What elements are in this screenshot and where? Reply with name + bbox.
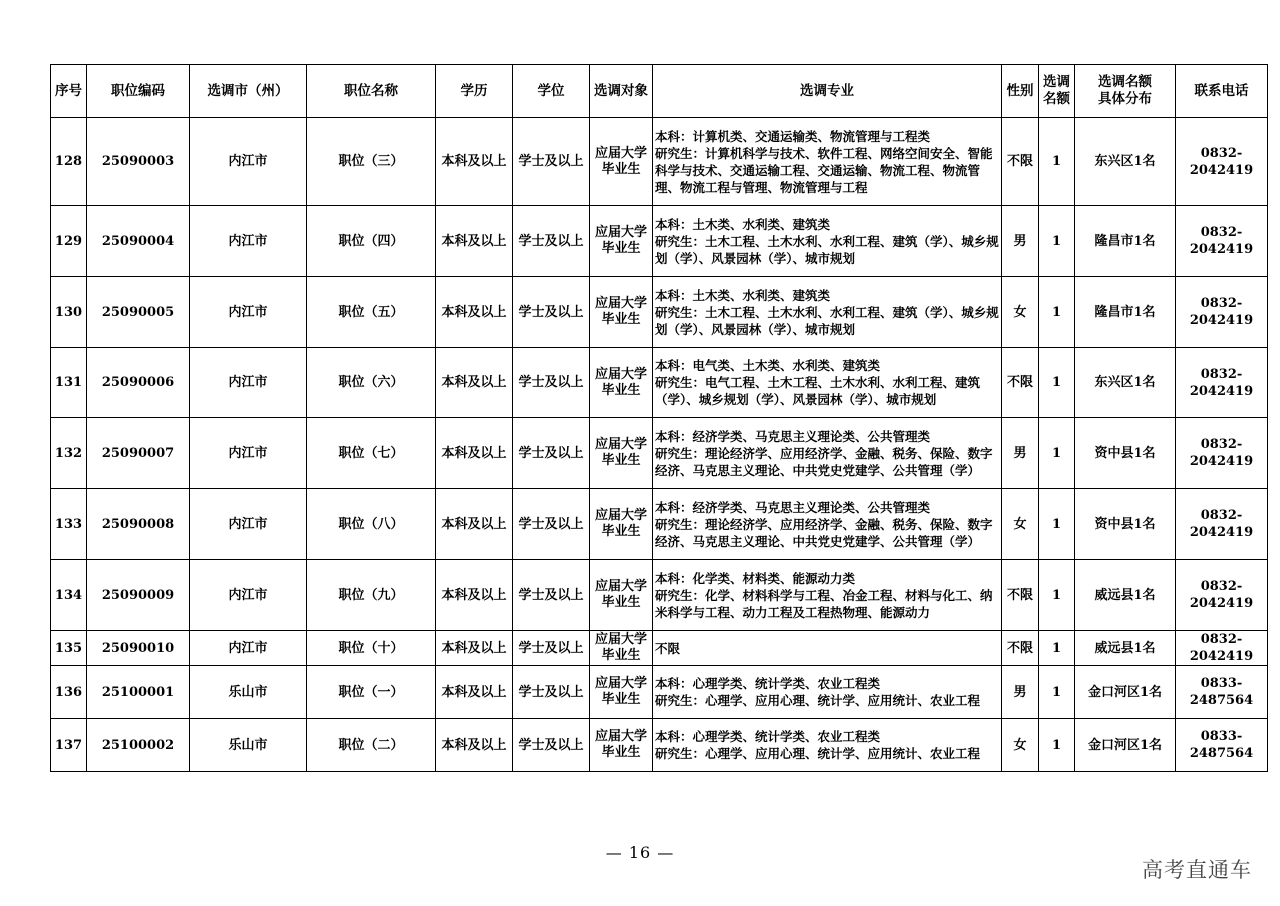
cell-position-code: 25090005 [87,277,190,348]
cell-major [653,206,1002,277]
cell-phone: 0832-2042419 [1176,418,1268,489]
major-line: 本科：化学类、材料类、能源动力类 [655,570,856,586]
cell-city: 内江市 [190,118,307,206]
cell-education: 本科及以上 [436,348,513,418]
cell-gender: 男 [1002,206,1039,277]
cell-gender: 不限 [1002,560,1039,631]
cell-gender: 男 [1002,666,1039,719]
cell-gender: 男 [1002,418,1039,489]
table-row [51,348,1268,418]
cell-distribution: 威远县1名 [1075,560,1176,631]
cell-degree: 学士及以上 [513,719,590,772]
cell-position-code: 25100002 [87,719,190,772]
cell-quota: 1 [1039,277,1075,348]
cell-degree: 学士及以上 [513,118,590,206]
cell-major [653,118,1002,206]
major-line: 研究生：土木工程、土木水利、水利工程、建筑（学）、城乡规划（学）、风景园林（学）、城市规划 [655,304,999,337]
cell-major [653,719,1002,772]
cell-major [653,489,1002,560]
major-line: 本科：经济学类、马克思主义理论类、公共管理类 [655,499,931,515]
cell-distribution: 隆昌市1名 [1075,206,1176,277]
major-line: 本科：心理学类、统计学类、农业工程类 [655,676,881,691]
table-row [51,277,1268,348]
cell-degree: 学士及以上 [513,277,590,348]
cell-city: 乐山市 [190,719,307,772]
cell-distribution: 威远县1名 [1075,631,1176,666]
major-line: 研究生：电气工程、土木工程、土木水利、水利工程、建筑（学）、城乡规划（学）、风景园林（学）、城市规划 [655,375,981,407]
cell-phone: 0832-2042419 [1176,489,1268,560]
cell-gender: 女 [1002,719,1039,772]
cell-position-code: 25090008 [87,489,190,560]
cell-education: 本科及以上 [436,418,513,489]
header-cell-position: 职位名称 [307,65,436,118]
header-cell-target: 选调对象 [590,65,653,118]
cell-phone: 0833-2487564 [1176,719,1268,772]
header-cell-education: 学历 [436,65,513,118]
major-line: 本科：电气类、土木类、水利类、建筑类 [655,358,881,373]
cell-distribution: 东兴区1名 [1075,348,1176,418]
cell-phone: 0832-2042419 [1176,206,1268,277]
major-line: 本科：土木类、水利类、建筑类 [655,287,831,303]
cell-position-code: 25090006 [87,348,190,418]
cell-quota: 1 [1039,206,1075,277]
cell-position-name: 职位（一） [307,666,436,719]
cell-row-number: 132 [51,418,87,489]
header-cell-city: 选调市（州） [190,65,307,118]
cell-row-number: 136 [51,666,87,719]
header-row [51,65,1268,118]
cell-city: 内江市 [190,418,307,489]
cell-position-name: 职位（九） [307,560,436,631]
cell-target: 应届大学毕业生 [590,418,653,489]
cell-city: 内江市 [190,206,307,277]
table-row [51,631,1268,666]
cell-position-name: 职位（四） [307,206,436,277]
table-body [51,118,1268,772]
major-line: 不限 [655,640,681,656]
cell-target: 应届大学毕业生 [590,489,653,560]
cell-quota: 1 [1039,489,1075,560]
cell-education: 本科及以上 [436,118,513,206]
cell-quota: 1 [1039,418,1075,489]
table-row [51,418,1268,489]
cell-major [653,560,1002,631]
cell-target: 应届大学毕业生 [590,348,653,418]
cell-row-number: 129 [51,206,87,277]
cell-quota: 1 [1039,348,1075,418]
table-row [51,489,1268,560]
cell-position-name: 职位（十） [307,631,436,666]
cell-position-code: 25090009 [87,560,190,631]
cell-distribution: 隆昌市1名 [1075,277,1176,348]
cell-phone: 0832-2042419 [1176,277,1268,348]
cell-city: 内江市 [190,277,307,348]
cell-position-name: 职位（三） [307,118,436,206]
cell-position-name: 职位（二） [307,719,436,772]
header-cell-no: 序号 [51,65,87,118]
major-line: 研究生：心理学、应用心理、统计学、应用统计、农业工程 [655,746,981,761]
cell-degree: 学士及以上 [513,418,590,489]
cell-quota: 1 [1039,631,1075,666]
header-cell-degree: 学位 [513,65,590,118]
cell-education: 本科及以上 [436,206,513,277]
cell-education: 本科及以上 [436,560,513,631]
cell-position-code: 25100001 [87,666,190,719]
cell-city: 内江市 [190,631,307,666]
header-cell-phone: 联系电话 [1176,65,1268,118]
major-line: 本科：心理学类、统计学类、农业工程类 [655,729,881,744]
cell-target: 应届大学毕业生 [590,560,653,631]
cell-major [653,348,1002,418]
cell-target: 应届大学毕业生 [590,206,653,277]
major-line: 本科：计算机类、交通运输类、物流管理与工程类 [655,128,931,144]
table-row [51,118,1268,206]
cell-city: 乐山市 [190,666,307,719]
major-line: 研究生：化学、材料科学与工程、冶金工程、材料与化工、纳米科学与工程、动力工程及工程热物理、能源动力 [655,587,993,620]
cell-phone: 0832-2042419 [1176,348,1268,418]
cell-position-code: 25090004 [87,206,190,277]
cell-education: 本科及以上 [436,666,513,719]
cell-quota: 1 [1039,560,1075,631]
cell-phone: 0832-2042419 [1176,560,1268,631]
table-row [51,666,1268,719]
cell-row-number: 137 [51,719,87,772]
cell-row-number: 135 [51,631,87,666]
table-row [51,719,1268,772]
cell-phone: 0832-2042419 [1176,631,1268,666]
table-row [51,206,1268,277]
cell-quota: 1 [1039,118,1075,206]
cell-position-code: 25090003 [87,118,190,206]
cell-city: 内江市 [190,560,307,631]
cell-major [653,277,1002,348]
cell-position-code: 25090010 [87,631,190,666]
cell-row-number: 131 [51,348,87,418]
cell-row-number: 133 [51,489,87,560]
major-line: 本科：经济学类、马克思主义理论类、公共管理类 [655,428,931,444]
major-line: 本科：土木类、水利类、建筑类 [655,216,831,232]
cell-quota: 1 [1039,666,1075,719]
cell-gender: 不限 [1002,348,1039,418]
cell-phone: 0833-2487564 [1176,666,1268,719]
cell-row-number: 128 [51,118,87,206]
cell-gender: 不限 [1002,631,1039,666]
cell-row-number: 134 [51,560,87,631]
major-line: 研究生：理论经济学、应用经济学、金融、税务、保险、数字经济、马克思主义理论、中共党史党建学、公共管理（学） [655,445,993,478]
cell-major [653,666,1002,719]
cell-gender: 女 [1002,489,1039,560]
major-line: 研究生：土木工程、土木水利、水利工程、建筑（学）、城乡规划（学）、风景园林（学）、城市规划 [655,233,999,266]
cell-distribution: 东兴区1名 [1075,118,1176,206]
major-line: 研究生：理论经济学、应用经济学、金融、税务、保险、数字经济、马克思主义理论、中共党史党建学、公共管理（学） [655,516,993,549]
header-cell-gender: 性别 [1002,65,1039,118]
cell-major [653,631,1002,666]
cell-target: 应届大学毕业生 [590,719,653,772]
header-cell-distribution: 选调名额 具体分布 [1075,65,1176,118]
header-cell-quota: 选调 名额 [1039,65,1075,118]
cell-position-code: 25090007 [87,418,190,489]
cell-city: 内江市 [190,489,307,560]
cell-degree: 学士及以上 [513,631,590,666]
cell-phone: 0832-2042419 [1176,118,1268,206]
cell-target: 应届大学毕业生 [590,631,653,666]
header-cell-major: 选调专业 [653,65,1002,118]
cell-education: 本科及以上 [436,277,513,348]
cell-city: 内江市 [190,348,307,418]
cell-distribution: 资中县1名 [1075,489,1176,560]
page-number: — 16 — [605,843,675,862]
cell-position-name: 职位（六） [307,348,436,418]
header-cell-code: 职位编码 [87,65,190,118]
cell-gender: 不限 [1002,118,1039,206]
watermark: 高考直通车 [1142,858,1252,882]
cell-target: 应届大学毕业生 [590,277,653,348]
cell-row-number: 130 [51,277,87,348]
cell-major [653,418,1002,489]
cell-degree: 学士及以上 [513,560,590,631]
cell-target: 应届大学毕业生 [590,118,653,206]
cell-position-name: 职位（八） [307,489,436,560]
cell-degree: 学士及以上 [513,206,590,277]
cell-distribution: 金口河区1名 [1075,666,1176,719]
cell-degree: 学士及以上 [513,348,590,418]
cell-education: 本科及以上 [436,489,513,560]
major-line: 研究生：计算机科学与技术、软件工程、网络空间安全、智能科学与技术、交通运输工程、交通运输、物流工程、物流管理、物流工程与管理、物流管理与工程 [655,145,993,195]
cell-position-name: 职位（五） [307,277,436,348]
cell-distribution: 金口河区1名 [1075,719,1176,772]
cell-distribution: 资中县1名 [1075,418,1176,489]
cell-degree: 学士及以上 [513,489,590,560]
cell-education: 本科及以上 [436,719,513,772]
cell-education: 本科及以上 [436,631,513,666]
cell-gender: 女 [1002,277,1039,348]
cell-quota: 1 [1039,719,1075,772]
recruitment-table [50,64,1268,772]
cell-target: 应届大学毕业生 [590,666,653,719]
cell-degree: 学士及以上 [513,666,590,719]
table-row [51,560,1268,631]
major-line: 研究生：心理学、应用心理、统计学、应用统计、农业工程 [655,693,981,708]
cell-position-name: 职位（七） [307,418,436,489]
